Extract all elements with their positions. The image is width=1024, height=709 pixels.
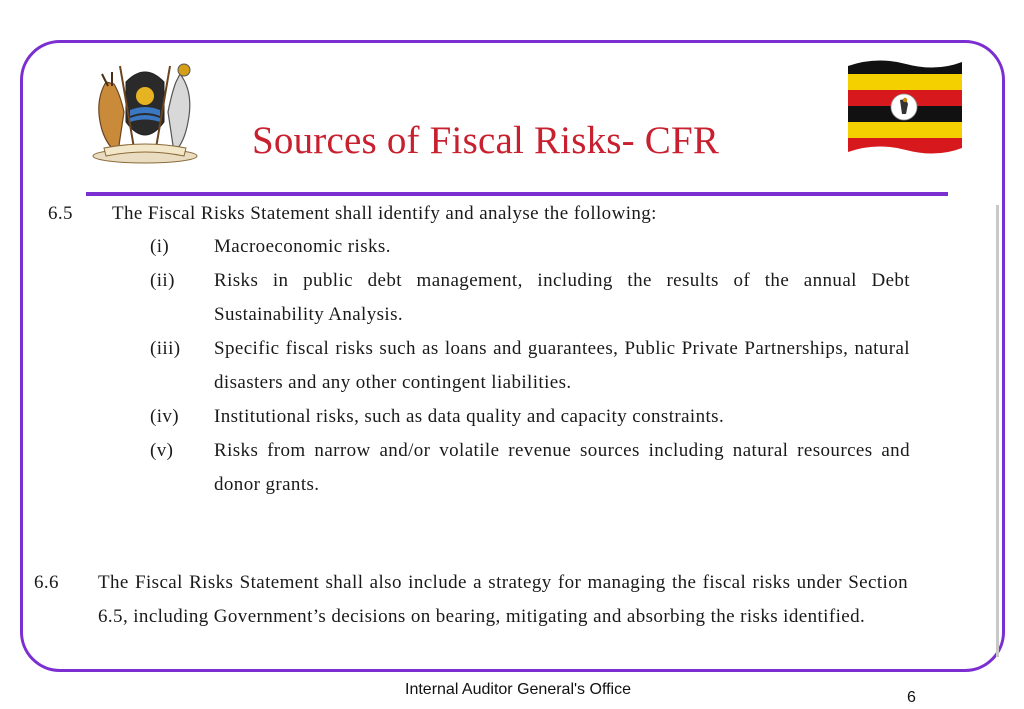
list-item-text: Macroeconomic risks. — [214, 236, 391, 257]
list-item-numeral: (v) — [150, 440, 174, 461]
list-item — [150, 400, 910, 434]
list-item-text: Risks from narrow and/or volatile revenue sources including natural resources and donor grants. — [214, 440, 910, 495]
page-number: 6 — [907, 689, 916, 706]
slide-title: Sources of Fiscal Risks- CFR — [252, 119, 720, 162]
list-item-numeral: (i) — [150, 236, 170, 257]
list-item — [150, 230, 910, 264]
list-item-text: Specific fiscal risks such as loans and guarantees, Public Private Partnerships, natural disasters and any other contingent liabilities. — [214, 338, 910, 393]
list-item-numeral: (iii) — [150, 338, 181, 359]
section-6-6-text: The Fiscal Risks Statement shall also include a strategy for managing the fiscal risks under Section 6.5, including Government’s decisions on bearing, mitigating and absorbing the risks identified. — [98, 572, 908, 627]
list-item — [150, 264, 910, 332]
list-item-text: Institutional risks, such as data quality and capacity constraints. — [214, 406, 725, 427]
list-item-numeral: (iv) — [150, 406, 180, 427]
list-item-numeral: (ii) — [150, 270, 175, 291]
list-item-text: Risks in public debt management, including the results of the annual Debt Sustainability Analysis. — [214, 270, 910, 325]
list-item — [150, 332, 910, 400]
section-6-5-list — [150, 230, 910, 502]
section-6-5-number: 6.5 — [48, 203, 73, 224]
coat-of-arms-logo — [84, 52, 206, 164]
scan-edge-line — [996, 205, 999, 657]
title-divider — [86, 192, 948, 196]
section-6-6-number: 6.6 — [34, 572, 59, 593]
uganda-flag-logo — [846, 56, 964, 160]
section-6-5-lead: The Fiscal Risks Statement shall identify and analyse the following: — [112, 203, 657, 224]
footer-office: Internal Auditor General's Office — [405, 681, 631, 698]
list-item — [150, 434, 910, 502]
